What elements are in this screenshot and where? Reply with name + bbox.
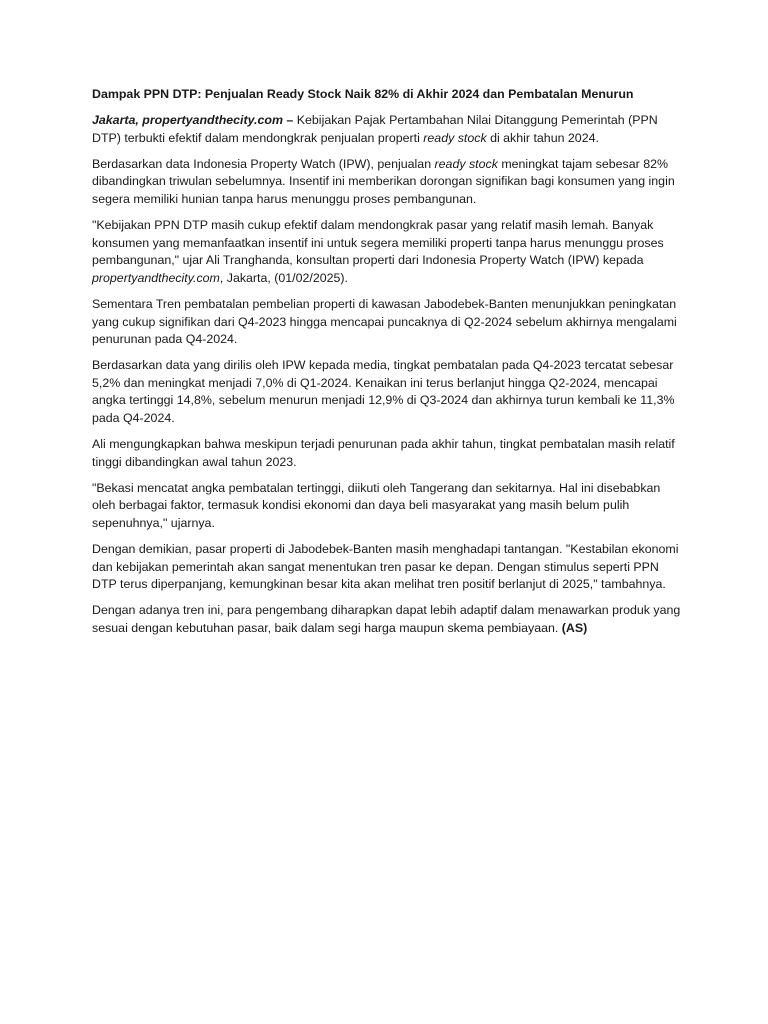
paragraph-2-text-a: Berdasarkan data Indonesia Property Watch (IPW), penjualan	[92, 156, 435, 171]
paragraph-9-text: Dengan adanya tren ini, para pengembang diharapkan dapat lebih adaptif dalam menawarkan produk yang sesuai dengan kebutuhan pasar, baik dalam segi harga maupun skema pembiayaan.	[92, 603, 681, 635]
paragraph-8: Dengan demikian, pasar properti di Jabodebek-Banten masih menghadapi tantangan. "Kestabilan ekonomi dan kebijakan pemerintah akan sangat menentukan tren pasar ke depan. Dengan stimulus seperti PPN DTP terus diperpanjang, kemungkinan besar kita akan melihat tren positif berlanjut di 2025," tambahnya.	[92, 542, 679, 592]
paragraph-3-italic: propertyandthecity.com	[92, 270, 220, 285]
paragraph-3-text-b: , Jakarta, (01/02/2025).	[219, 270, 348, 285]
paragraph-7: "Bekasi mencatat angka pembatalan tertinggi, diikuti oleh Tangerang dan sekitarnya. Hal ini disebabkan oleh berbagai faktor, termasuk kondisi ekonomi dan daya beli masyarakat yang masih belum pulih sepenuhnya," ujarnya.	[92, 480, 661, 530]
paragraph-1-text-b: di akhir tahun 2024.	[486, 130, 599, 145]
paragraph-5: Berdasarkan data yang dirilis oleh IPW kepada media, tingkat pembatalan pada Q4-2023 tercatat sebesar 5,2% dan meningkat menjadi 7,0% di Q1-2024. Kenaikan ini terus berlanjut hingga Q2-2024, mencapai angka tertinggi 14,8%, sebelum menurun menjadi 12,9% di Q3-2024 dan akhirnya turun kembali ke 11,3% pada Q4-2024.	[92, 358, 675, 425]
author-initials: (AS)	[561, 620, 588, 635]
paragraph-3-text-a: "Kebijakan PPN DTP masih cukup efektif dalam mendongkrak pasar yang relatif masih lemah. Banyak konsumen yang memanfaatkan insentif ini untuk segera memiliki properti tanpa harus menunggu proses pembangunan," ujar Ali Tranghanda, konsultan properti dari Indonesia Property Watch (IPW) kepada	[92, 218, 664, 268]
document-page	[92, 86, 682, 646]
paragraph-2-italic: ready stock	[434, 156, 498, 171]
article-title: Dampak PPN DTP: Penjualan Ready Stock Naik 82% di Akhir 2024 dan Pembatalan Menurun	[92, 87, 634, 101]
paragraph-2-text-b: meningkat tajam sebesar 82% dibandingkan triwulan sebelumnya. Insentif ini memberikan dorongan signifikan bagi konsumen yang ingin segera memiliki hunian tanpa harus menunggu proses pembangunan.	[92, 156, 675, 206]
dateline: Jakarta, propertyandthecity.com	[92, 113, 283, 128]
paragraph-1-italic: ready stock	[423, 130, 487, 145]
paragraph-9	[92, 602, 682, 637]
paragraph-2	[92, 156, 682, 209]
paragraph-3	[92, 217, 682, 287]
paragraph-1	[92, 112, 682, 147]
paragraph-6: Ali mengungkapkan bahwa meskipun terjadi penurunan pada akhir tahun, tingkat pembatalan masih relatif tinggi dibandingkan awal tahun 2023.	[92, 437, 675, 469]
dateline-dash: –	[282, 113, 297, 128]
paragraph-4: Sementara Tren pembatalan pembelian properti di kawasan Jabodebek-Banten menunjukkan peningkatan yang cukup signifikan dari Q4-2023 hingga mencapai puncaknya di Q2-2024 sebelum akhirnya mengalami penurunan pada Q4-2024.	[92, 296, 677, 347]
paragraph-1-text-a: Kebijakan Pajak Pertambahan Nilai Ditanggung Pemerintah (PPN DTP) terbukti efektif dalam mendongkrak penjualan properti	[92, 113, 658, 145]
